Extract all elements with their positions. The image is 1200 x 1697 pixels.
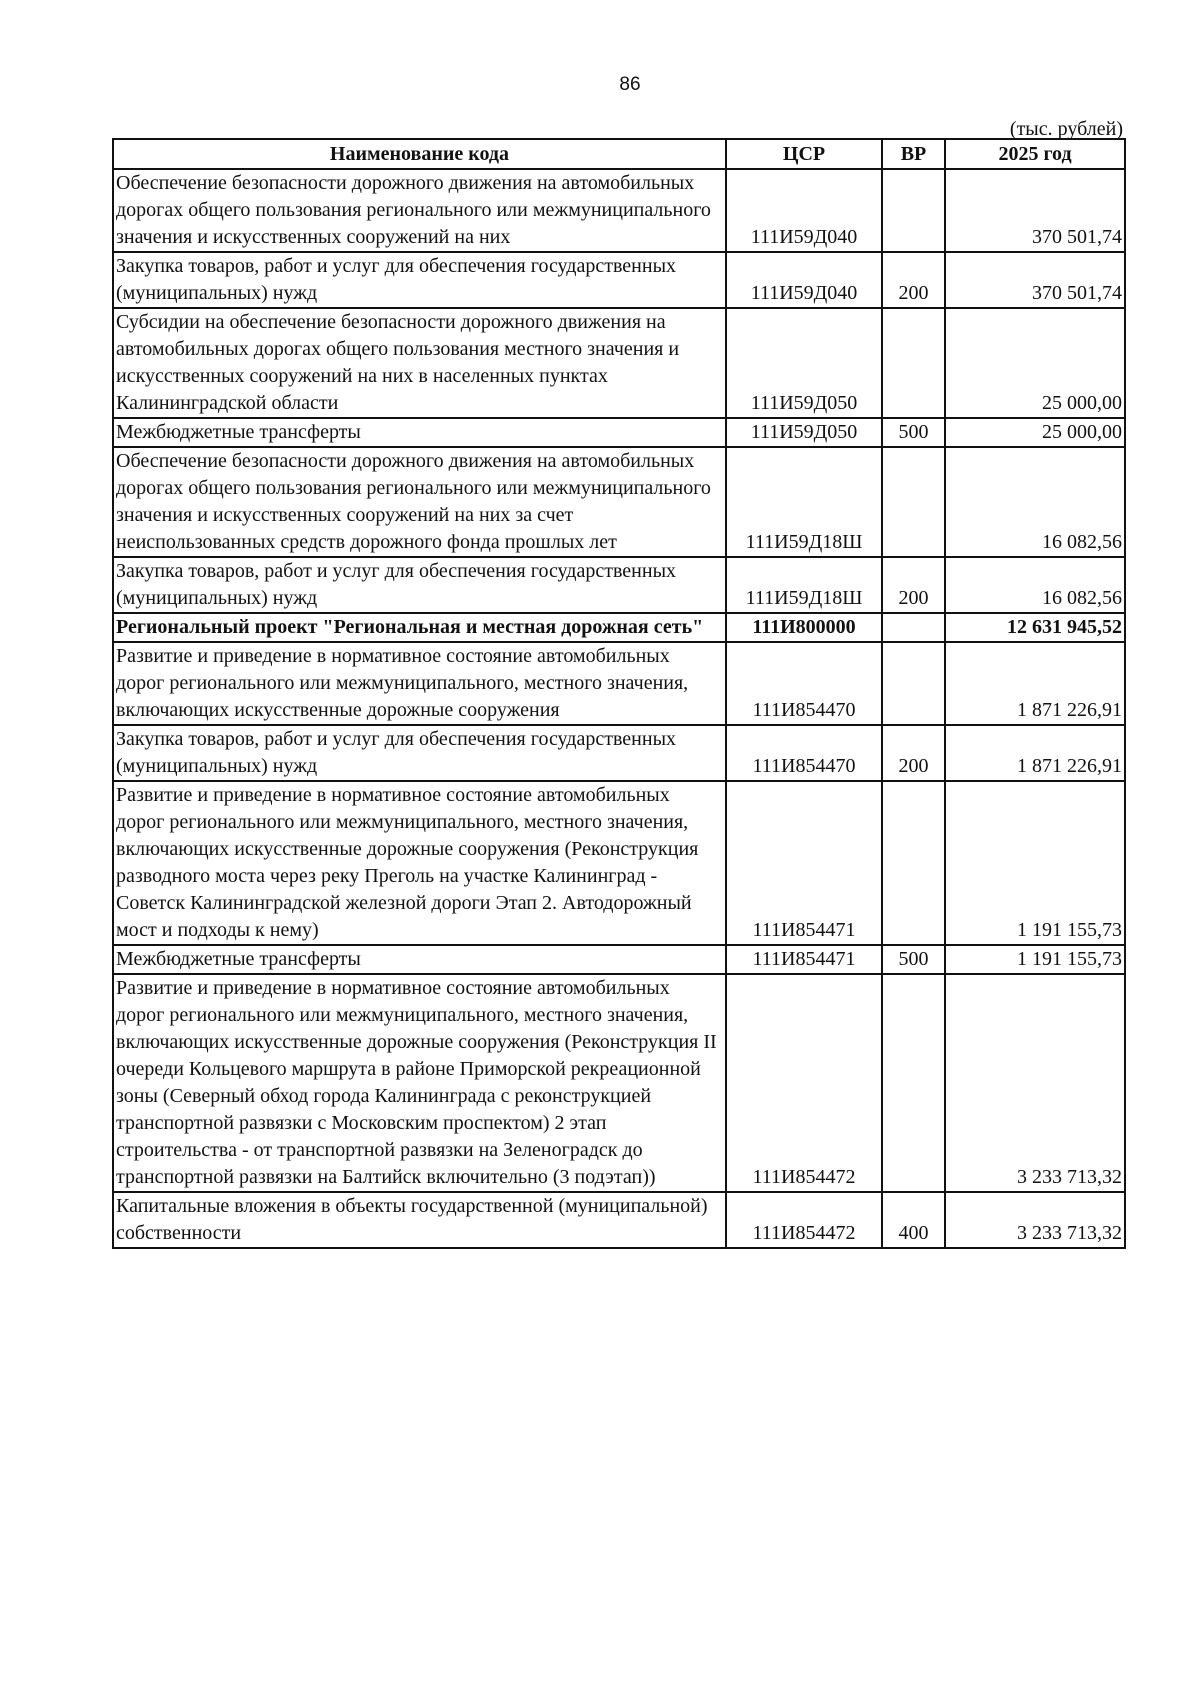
row-vr-cell [882,974,945,1192]
table-row [113,781,1125,945]
row-vr-cell: 500 [882,945,945,974]
row-name-cell: Обеспечение безопасности дорожного движения на автомобильных дорогах общего пользования регионального или межмуниципального значения и искусственных сооружений на них за счет неиспользованных средств дорожного фонда прошлых лет [113,447,726,557]
row-amount-cell: 1 871 226,91 [945,642,1125,725]
table-row [113,945,1125,974]
row-name-cell: Закупка товаров, работ и услуг для обеспечения государственных (муниципальных) нужд [113,725,726,781]
page-number: 86 [619,74,641,95]
row-amount-cell: 3 233 713,32 [945,1192,1125,1248]
row-amount-cell: 16 082,56 [945,557,1125,613]
table-row [113,169,1125,252]
row-name-cell: Развитие и приведение в нормативное состояние автомобильных дорог регионального или межмуниципального, местного значения, включающих искусственные дорожные сооружения (Реконструкция II очереди Кольцевого маршрута в районе Приморской рекреационной зоны (Северный обход города Калининграда с реконструкцией транспортной развязки с Московским проспектом) 2 этап строительства - от транспортной развязки на Зеленоградск до транспортной развязки на Балтийск включительно (3 подэтап)) [113,974,726,1192]
table-row [113,252,1125,308]
row-amount-cell: 370 501,74 [945,169,1125,252]
row-vr-cell: 400 [882,1192,945,1248]
table-row [113,974,1125,1192]
row-csr-cell: 111И854472 [726,1192,882,1248]
header-amount: 2025 год [945,139,1125,169]
row-name-cell: Межбюджетные трансферты [113,418,726,447]
row-csr-cell: 111И59Д050 [726,308,882,418]
row-amount-cell: 25 000,00 [945,418,1125,447]
row-amount-cell: 3 233 713,32 [945,974,1125,1192]
header-csr: ЦСР [726,139,882,169]
table-body [113,169,1125,1248]
row-name-cell: Развитие и приведение в нормативное состояние автомобильных дорог регионального или межмуниципального, местного значения, включающих искусственные дорожные сооружения (Реконструкция разводного моста через реку Преголь на участке Калининград - Советск Калининградской железной дороги Этап 2. Автодорожный мост и подходы к нему) [113,781,726,945]
row-csr-cell: 111И59Д040 [726,252,882,308]
row-vr-cell [882,169,945,252]
row-name-cell: Закупка товаров, работ и услуг для обеспечения государственных (муниципальных) нужд [113,557,726,613]
row-name-cell: Закупка товаров, работ и услуг для обеспечения государственных (муниципальных) нужд [113,252,726,308]
table-row [113,308,1125,418]
row-name-cell: Субсидии на обеспечение безопасности дорожного движения на автомобильных дорогах общего пользования местного значения и искусственных сооружений на них в населенных пунктах Калининградской области [113,308,726,418]
row-csr-cell: 111И59Д050 [726,418,882,447]
row-vr-cell: 200 [882,252,945,308]
row-vr-cell: 200 [882,725,945,781]
row-amount-cell: 1 871 226,91 [945,725,1125,781]
row-csr-cell: 111И854470 [726,725,882,781]
row-vr-cell [882,308,945,418]
row-amount-cell: 1 191 155,73 [945,781,1125,945]
row-csr-cell: 111И854470 [726,642,882,725]
row-name-cell: Развитие и приведение в нормативное состояние автомобильных дорог регионального или межмуниципального, местного значения, включающих искусственные дорожные сооружения [113,642,726,725]
row-csr-cell: 111И800000 [726,613,882,642]
row-vr-cell [882,447,945,557]
units-label: (тыс. рублей) [1009,118,1123,140]
row-csr-cell: 111И854471 [726,945,882,974]
row-vr-cell [882,613,945,642]
row-name-cell: Обеспечение безопасности дорожного движения на автомобильных дорогах общего пользования регионального или межмуниципального значения и искусственных сооружений на них [113,169,726,252]
row-amount-cell: 25 000,00 [945,308,1125,418]
row-vr-cell: 500 [882,418,945,447]
table-row [113,613,1125,642]
row-name-cell: Межбюджетные трансферты [113,945,726,974]
table-row [113,1192,1125,1248]
row-amount-cell: 1 191 155,73 [945,945,1125,974]
row-name-cell: Региональный проект "Региональная и местная дорожная сеть" [113,613,726,642]
row-csr-cell: 111И854472 [726,974,882,1192]
row-vr-cell [882,642,945,725]
table-row [113,447,1125,557]
row-csr-cell: 111И59Д18Ш [726,447,882,557]
row-vr-cell: 200 [882,557,945,613]
table-row [113,642,1125,725]
table-row [113,418,1125,447]
row-amount-cell: 370 501,74 [945,252,1125,308]
table-header-row [113,139,1125,169]
row-csr-cell: 111И59Д040 [726,169,882,252]
row-vr-cell [882,781,945,945]
header-vr: ВР [882,139,945,169]
row-csr-cell: 111И59Д18Ш [726,557,882,613]
row-amount-cell: 16 082,56 [945,447,1125,557]
row-amount-cell: 12 631 945,52 [945,613,1125,642]
row-csr-cell: 111И854471 [726,781,882,945]
header-name: Наименование кода [113,139,726,169]
table-row [113,725,1125,781]
table-row [113,557,1125,613]
row-name-cell: Капитальные вложения в объекты государственной (муниципальной) собственности [113,1192,726,1248]
budget-table [112,138,1126,1249]
